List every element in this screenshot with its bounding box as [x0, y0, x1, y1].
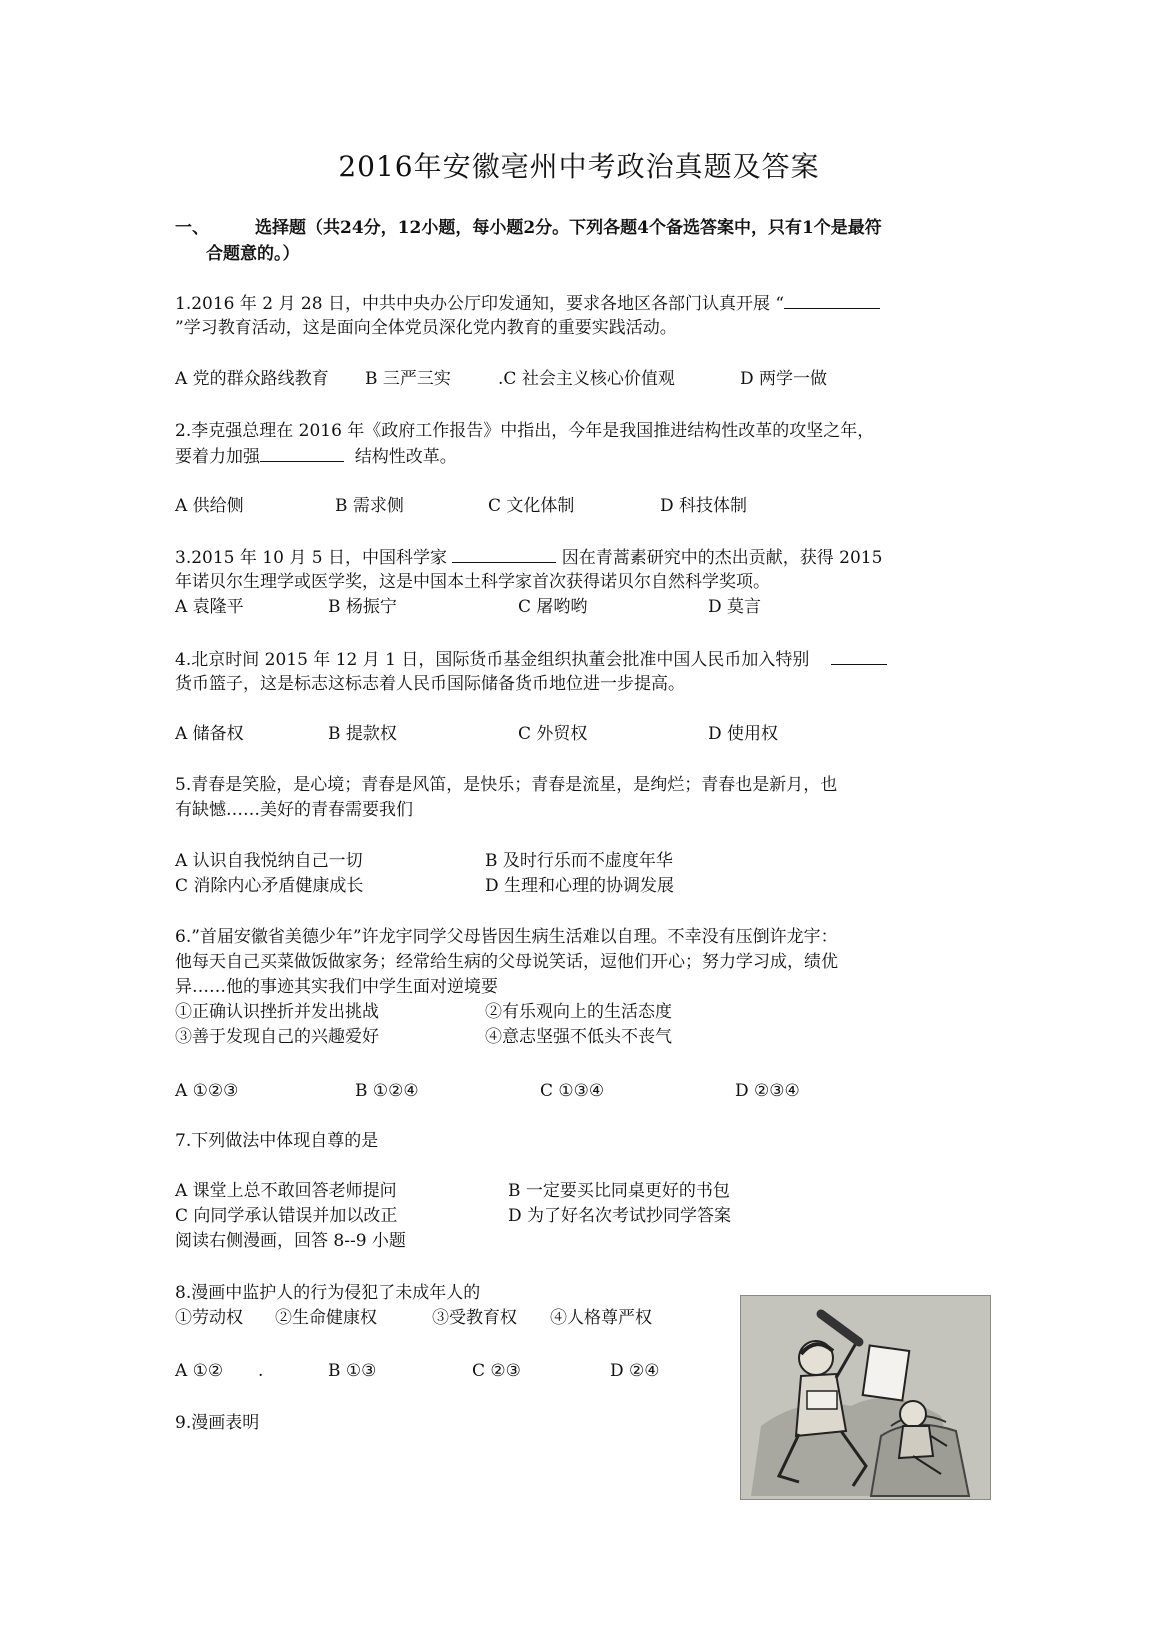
question-1-line1: 1.2016 年 2 月 28 日，中共中央办公厅印发通知，要求各地区各部门认真开展 “: [175, 292, 880, 315]
question-5-line1: 5.青春是笑脸，是心境；青春是风笛，是快乐；青春是流星，是绚烂；青春也是新月，也: [175, 775, 838, 795]
question-2-option-d: D 科技体制: [660, 496, 748, 516]
question-4-option-a: A 储备权: [175, 724, 244, 744]
question-6-item-4: ④意志坚强不低头不丧气: [485, 1027, 672, 1047]
question-6-option-d: D ②③④: [735, 1081, 800, 1101]
cartoon-illustration: [740, 1295, 991, 1500]
question-2-option-a: A 供给侧: [175, 496, 244, 516]
reading-instruction: 阅读右侧漫画，回答 8--9 小题: [175, 1231, 406, 1251]
question-7-option-b: B 一定要买比同桌更好的书包: [508, 1181, 730, 1201]
question-5-line2: 有缺憾……美好的青春需要我们: [175, 800, 413, 820]
question-8-option-b: B ①③: [328, 1361, 377, 1381]
answer-blank: [260, 445, 344, 462]
question-5-option-a: A 认识自我悦纳自己一切: [175, 851, 363, 871]
question-2-option-b: B 需求侧: [335, 496, 404, 516]
question-7-option-c: C 向同学承认错误并加以改正: [175, 1206, 398, 1226]
question-2-line1: 2.李克强总理在 2016 年《政府工作报告》中指出，今年是我国推进结构性改革的攻坚之年，: [175, 421, 875, 441]
answer-blank: [452, 546, 556, 563]
question-3-line2: 年诺贝尔生理学或医学奖，这是中国本土科学家首次获得诺贝尔自然科学奖项。: [175, 572, 770, 592]
question-5-option-d: D 生理和心理的协调发展: [485, 876, 675, 896]
page-title: 2016年安徽亳州中考政治真题及答案: [338, 150, 820, 183]
section-number: 一、: [175, 218, 209, 238]
question-1-option-b: B 三严三实: [365, 369, 451, 389]
question-6-item-1: ①正确认识挫折并发出挑战: [175, 1002, 379, 1022]
question-4-option-c: C 外贸权: [518, 724, 588, 744]
question-7-option-d: D 为了好名次考试抄同学答案: [508, 1206, 732, 1226]
question-6-option-b: B ①②④: [355, 1081, 419, 1101]
question-5-option-b: B 及时行乐而不虚度年华: [485, 851, 673, 871]
question-4-line1: 4.北京时间 2015 年 12 月 1 日，国际货币基金组织执董会批准中国人民币加入特别: [175, 648, 887, 671]
question-8-option-c: C ②③: [472, 1361, 521, 1381]
question-7-line1: 7.下列做法中体现自尊的是: [175, 1131, 379, 1151]
question-8-item-1: ①劳动权: [175, 1308, 243, 1328]
question-8-option-a: A ①②: [175, 1361, 224, 1381]
question-1-option-a: A 党的群众路线教育: [175, 369, 329, 389]
question-2-line2: 要着力加强 结构性改革。: [175, 447, 457, 467]
question-6-line1: 6.”首届安徽省美德少年”许龙宇同学父母皆因生病生活难以自理。不幸没有压倒许龙宇：: [175, 927, 838, 947]
question-8-line1: 8.漫画中监护人的行为侵犯了未成年人的: [175, 1283, 481, 1303]
question-4-option-b: B 提款权: [328, 724, 397, 744]
answer-blank: [831, 648, 887, 665]
question-3-line1: 3.2015 年 10 月 5 日，中国科学家 因在青蒿素研究中的杰出贡献，获得 2015: [175, 548, 883, 568]
section-instructions-line2: 合题意的。）: [206, 244, 300, 264]
question-8-item-3: ③受教育权: [432, 1308, 517, 1328]
question-6-item-3: ③善于发现自己的兴趣爱好: [175, 1027, 379, 1047]
question-6-line3: 异……他的事迹其实我们中学生面对逆境要: [175, 977, 498, 997]
question-1-option-c: .C 社会主义核心价值观: [498, 369, 675, 389]
question-8-option-d: D ②④: [610, 1361, 660, 1381]
question-9-line1: 9.漫画表明: [175, 1413, 260, 1433]
question-3-option-a: A 袁隆平: [175, 597, 244, 617]
question-6-option-c: C ①③④: [540, 1081, 605, 1101]
question-6-line2: 他每天自己买菜做饭做家务；经常给生病的父母说笑话，逗他们开心；努力学习成，绩优: [175, 952, 838, 972]
question-5-option-c: C 消除内心矛盾健康成长: [175, 876, 364, 896]
question-4-option-d: D 使用权: [708, 724, 779, 744]
question-7-option-a: A 课堂上总不敢回答老师提问: [175, 1181, 397, 1201]
question-8-item-2: ②生命健康权: [275, 1308, 377, 1328]
question-6-item-2: ②有乐观向上的生活态度: [485, 1002, 672, 1022]
stray-dot: .: [258, 1361, 264, 1381]
question-3-option-b: B 杨振宁: [328, 597, 397, 617]
question-6-option-a: A ①②③: [175, 1081, 239, 1101]
section-instructions-line1: 选择题（共24分，12小题，每小题2分。下列各题4个备选答案中，只有1个是最符: [255, 218, 882, 238]
question-1-option-d: D 两学一做: [740, 369, 828, 389]
question-2-option-c: C 文化体制: [488, 496, 575, 516]
section-heading: [175, 215, 985, 241]
question-3-option-d: D 莫言: [708, 597, 762, 617]
question-4-line2: 货币篮子，这是标志这标志着人民币国际储备货币地位进一步提高。: [175, 674, 685, 694]
question-3-option-c: C 屠哟哟: [518, 597, 588, 617]
question-1-line2: ”学习教育活动，这是面向全体党员深化党内教育的重要实践活动。: [175, 318, 677, 338]
question-8-item-4: ④人格尊严权: [550, 1308, 652, 1328]
answer-blank: [784, 292, 880, 309]
